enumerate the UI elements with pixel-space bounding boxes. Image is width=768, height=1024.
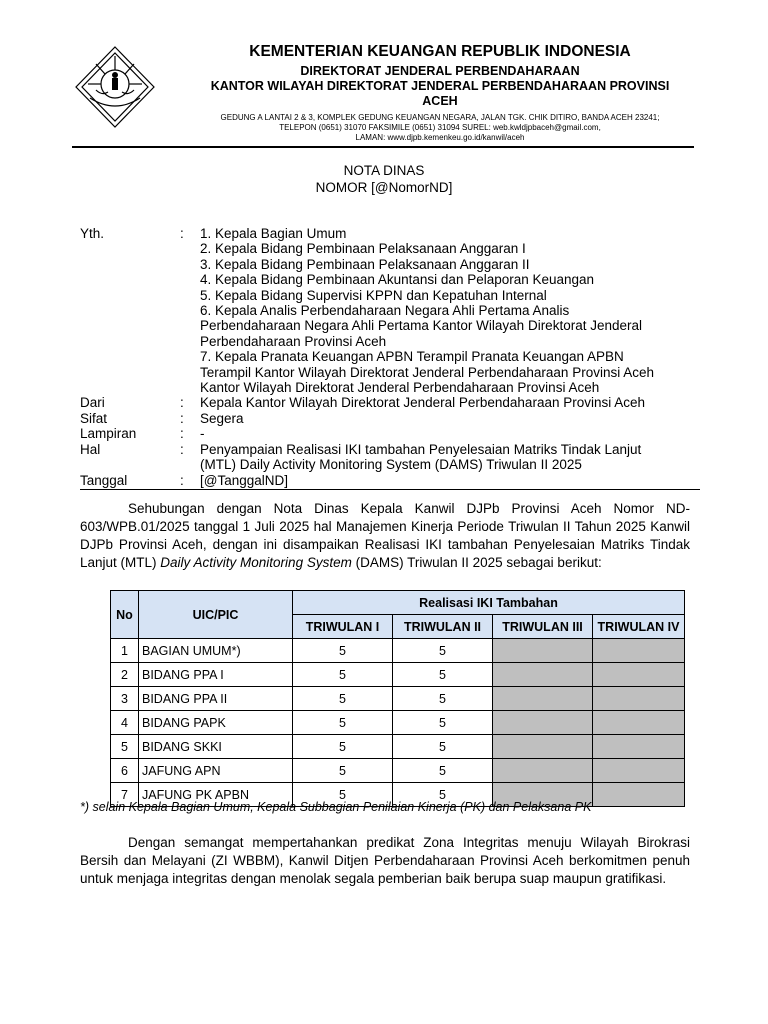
sifat-label: Sifat — [80, 410, 108, 426]
table-row — [111, 639, 685, 663]
col-header-uic: UIC/PIC — [139, 591, 293, 639]
cell-no: 1 — [111, 639, 139, 663]
body-paragraph-1 — [80, 500, 690, 572]
cell-tw3 — [493, 735, 593, 759]
cell-tw2: 5 — [393, 687, 493, 711]
cell-no: 2 — [111, 663, 139, 687]
colon: : — [180, 410, 184, 426]
recipient-line: Kantor Wilayah Direktorat Jenderal Perbendaharaan Provinsi Aceh — [200, 380, 600, 396]
iki-table — [110, 590, 685, 807]
cell-tw1: 5 — [293, 663, 393, 687]
address-line-2: TELEPON (0651) 31070 FAKSIMILE (0651) 31094 SUREL: web.kwldjpbaceh@gmail.com, — [279, 123, 601, 132]
cell-uic: BIDANG SKKI — [139, 735, 293, 759]
cell-tw2: 5 — [393, 711, 493, 735]
cell-uic: BIDANG PPA I — [139, 663, 293, 687]
recipient-line: 5. Kepala Bidang Supervisi KPPN dan Kepatuhan Internal — [200, 287, 547, 303]
address-line-1: GEDUNG A LANTAI 2 & 3, KOMPLEK GEDUNG KEUANGAN NEGARA, JALAN TGK. CHIK DITIRO, BANDA ACEH 23241; — [220, 113, 660, 122]
hal-line: (MTL) Daily Activity Monitoring System (DAMS) Triwulan II 2025 — [200, 457, 582, 473]
dari-row — [80, 395, 700, 410]
recipient-line: 7. Kepala Pranata Keuangan APBN Terampil Pranata Keuangan APBN — [200, 349, 624, 365]
lampiran-row — [80, 426, 700, 441]
yth-label: Yth. — [80, 226, 105, 241]
cell-tw1: 5 — [293, 783, 393, 807]
recipient-line: Terampil Kantor Wilayah Direktorat Jenderal Perbendaharaan Provinsi Aceh — [200, 364, 654, 380]
hal-value — [200, 442, 700, 473]
recipient-line: 6. Kepala Analis Perbendaharaan Negara Ahli Pertama Analis — [200, 303, 570, 319]
cell-tw2: 5 — [393, 735, 493, 759]
lampiran-label: Lampiran — [80, 426, 137, 442]
cell-tw4 — [593, 735, 685, 759]
table-footnote: *) selain Kepala Bagian Umum, Kepala Subbagian Penilaian Kinerja (PK) dan Pelaksana PK — [80, 800, 592, 814]
cell-tw1: 5 — [293, 639, 393, 663]
colon: : — [180, 472, 184, 488]
colon: : — [180, 226, 184, 241]
sifat-value: Segera — [200, 410, 244, 426]
recipient-line: Perbendaharaan Provinsi Aceh — [200, 333, 387, 349]
col-header-tw1: TRIWULAN I — [293, 615, 393, 639]
cell-tw2: 5 — [393, 639, 493, 663]
cell-tw3 — [493, 663, 593, 687]
dari-value: Kepala Kantor Wilayah Direktorat Jenderal Perbendaharaan Provinsi Aceh — [200, 395, 646, 411]
cell-no: 4 — [111, 711, 139, 735]
cell-tw1: 5 — [293, 711, 393, 735]
doc-title: NOTA DINAS — [343, 163, 425, 178]
para1-text-end: (DAMS) Triwulan II 2025 sebagai berikut: — [351, 555, 602, 570]
office-name-cont: ACEH — [422, 94, 458, 108]
cell-no: 5 — [111, 735, 139, 759]
table-row — [111, 711, 685, 735]
cell-uic: BIDANG PPA II — [139, 687, 293, 711]
directorate-name: DIREKTORAT JENDERAL PERBENDAHARAAN — [300, 64, 580, 78]
col-header-no: No — [111, 591, 139, 639]
header-divider — [80, 489, 700, 490]
para2-text: Dengan semangat mempertahankan predikat Zona Integritas menuju Wilayah Birokrasi Bersih dan Melayani (ZI WBBM), Kanwil Ditjen Perbendaharaan Provinsi Aceh berkomitmen penuh untuk menjaga integritas dengan menolak segala pemberian baik berupa suap maupun gratifikasi. — [80, 835, 690, 886]
cell-uic: BIDANG PAPK — [139, 711, 293, 735]
cell-no: 6 — [111, 759, 139, 783]
ministry-name: KEMENTERIAN KEUANGAN REPUBLIK INDONESIA — [249, 43, 631, 60]
letterhead-divider — [72, 146, 694, 148]
cell-tw1: 5 — [293, 759, 393, 783]
sifat-row — [80, 411, 700, 426]
colon: : — [180, 426, 184, 442]
table-row — [111, 687, 685, 711]
hal-line: Penyampaian Realisasi IKI tambahan Penyelesaian Matriks Tindak Lanjut — [200, 441, 642, 457]
memo-header — [80, 226, 700, 490]
recipient-line: 3. Kepala Bidang Pembinaan Pelaksanaan Anggaran II — [200, 256, 530, 272]
cell-uic: JAFUNG APN — [139, 759, 293, 783]
cell-tw3 — [493, 711, 593, 735]
cell-uic: JAFUNG PK APBN — [139, 783, 293, 807]
yth-row — [80, 226, 700, 395]
hal-row — [80, 442, 700, 473]
cell-no: 3 — [111, 687, 139, 711]
lampiran-value: - — [200, 426, 205, 442]
tanggal-row — [80, 473, 700, 488]
body-paragraph-2 — [80, 834, 690, 888]
cell-tw2: 5 — [393, 663, 493, 687]
tanggal-value: [@TanggalND] — [200, 472, 288, 488]
cell-tw4 — [593, 759, 685, 783]
cell-tw4 — [593, 687, 685, 711]
cell-tw1: 5 — [293, 735, 393, 759]
cell-tw1: 5 — [293, 687, 393, 711]
recipient-line: Perbendaharaan Negara Ahli Pertama Kantor Wilayah Direktorat Jenderal — [200, 318, 642, 334]
col-header-tw3: TRIWULAN III — [493, 615, 593, 639]
kemenkeu-logo — [72, 44, 158, 130]
table-row — [111, 759, 685, 783]
para1-italic: Daily Activity Monitoring System — [160, 555, 352, 570]
table-row — [111, 663, 685, 687]
address-line-3: LAMAN: www.djpb.kemenkeu.go.id/kanwil/aceh — [355, 133, 525, 142]
cell-tw2: 5 — [393, 759, 493, 783]
cell-tw2: 5 — [393, 783, 493, 807]
col-header-tw4: TRIWULAN IV — [593, 615, 685, 639]
doc-number: NOMOR [@NomorND] — [315, 180, 453, 195]
hal-label: Hal — [80, 441, 101, 457]
yth-list — [200, 226, 700, 395]
col-header-group: Realisasi IKI Tambahan — [293, 591, 685, 615]
table-row — [111, 735, 685, 759]
cell-tw3 — [493, 639, 593, 663]
cell-tw4 — [593, 711, 685, 735]
cell-tw4 — [593, 663, 685, 687]
dari-label: Dari — [80, 395, 105, 411]
colon: : — [180, 441, 184, 457]
cell-tw3 — [493, 687, 593, 711]
office-name: KANTOR WILAYAH DIREKTORAT JENDERAL PERBENDAHARAAN PROVINSI — [210, 79, 670, 93]
recipient-line: 1. Kepala Bagian Umum — [200, 226, 347, 241]
colon: : — [180, 395, 184, 411]
para1-text: Sehubungan dengan Nota Dinas Kepala Kanwil DJPb Provinsi Aceh Nomor ND-603/WPB.01/2025 tanggal 1 Juli 2025 hal Manajemen Kinerja Periode Triwulan II Tahun 2025 Kanwil DJPb Provinsi Aceh, dengan ini disampaikan Realisasi IKI tambahan Penyelesaian Matriks Tindak Lanjut (MTL) — [80, 501, 690, 570]
tanggal-label: Tanggal — [80, 472, 128, 488]
recipient-line: 2. Kepala Bidang Pembinaan Pelaksanaan Anggaran I — [200, 241, 526, 257]
cell-no: 7 — [111, 783, 139, 807]
cell-tw4 — [593, 783, 685, 807]
letterhead — [160, 42, 720, 143]
col-header-tw2: TRIWULAN II — [393, 615, 493, 639]
cell-uic: BAGIAN UMUM*) — [139, 639, 293, 663]
cell-tw3 — [493, 759, 593, 783]
cell-tw4 — [593, 639, 685, 663]
recipient-line: 4. Kepala Bidang Pembinaan Akuntansi dan Pelaporan Keuangan — [200, 272, 595, 288]
